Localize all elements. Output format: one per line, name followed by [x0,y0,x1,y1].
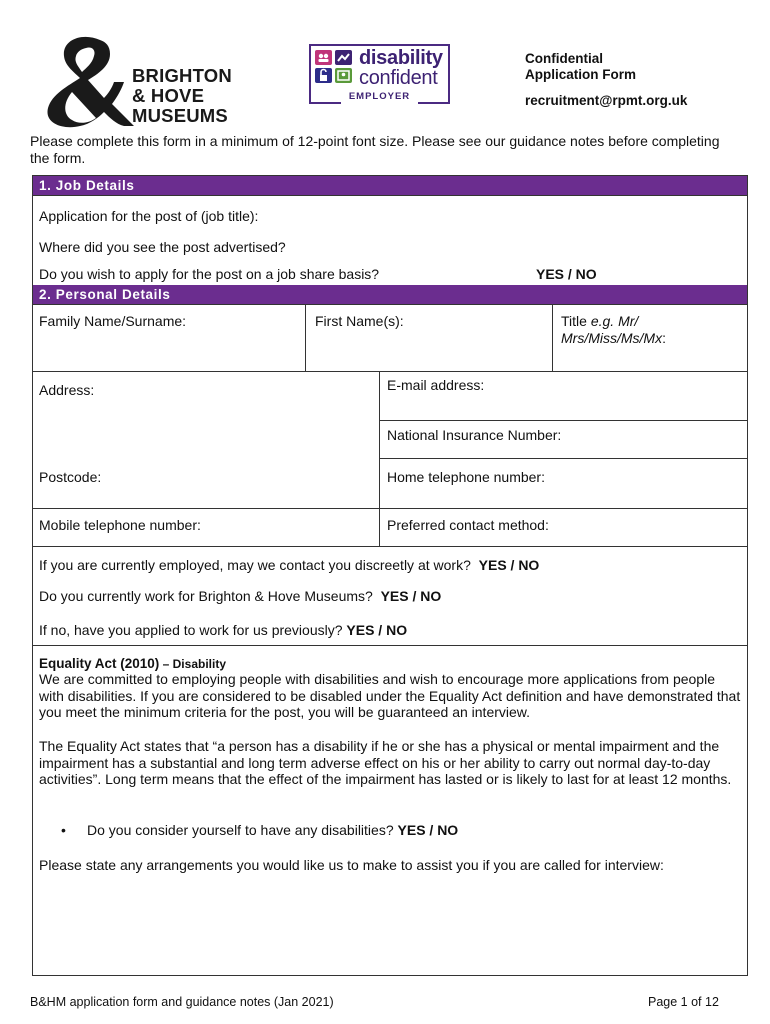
work-bhm-yes-no[interactable]: YES / NO [380,588,442,604]
title-examples-line1: e.g. Mr/ [590,313,639,329]
preferred-contact-field[interactable]: Preferred contact method: [387,517,549,533]
badge-line1: disability [359,47,443,69]
applied-question: If no, have you applied to work for us previously? YES / NO [39,622,408,638]
job-share-label: Do you wish to apply for the post on a job share basis? [39,266,380,282]
disability-question: Do you consider yourself to have any disabilities? YES / NO [87,822,459,838]
disability-confident-icons [315,50,355,86]
intro-instructions: Please complete this form in a minimum of 12-point font size. Please see our guidance notes before completing the form. [30,133,720,166]
ni-number-field[interactable]: National Insurance Number: [387,427,562,443]
employed-yes-no[interactable]: YES / NO [478,557,540,573]
equality-heading: Equality Act (2010) – Disability [39,656,226,671]
equality-paragraph-2: The Equality Act states that “a person has a disability if he or she has a physical or mental impairment and the impairment has a substantial and long term adverse effect on his or her ability to carry out normal day-to-day activities”. Long term means that the effect of the impairment has lasted or is likely to last for at least 12 months. [39,738,732,787]
work-bhm-question: Do you currently work for Brighton & Hove Museums? YES / NO [39,588,442,604]
recruitment-email: recruitment@rpmt.org.uk [525,93,688,108]
title-field[interactable] [561,313,638,330]
brighton-hove-museums-ampersand-logo [38,34,138,130]
equality-paragraph-1: We are committed to employing people with disabilities and wish to encourage more applications from people with disabilities. If you are considered to be disabled under the Equality Act definition and have demonstrated that you meet the minimum criteria for the post, you will be guaranteed an interview. [39,671,741,720]
badge-line3: EMPLOYER [344,91,415,102]
title-label: Title [561,313,587,329]
title-examples-line2: Mrs/Miss/Ms/Mx [561,330,663,346]
applied-yes-no[interactable]: YES / NO [346,622,408,638]
footer-left: B&HM application form and guidance notes (Jan 2021) [30,995,334,1009]
form-title-block [525,51,636,83]
email-address-field[interactable]: E-mail address: [387,377,485,393]
advertised-label[interactable]: Where did you see the post advertised? [39,239,286,255]
logo-line: MUSEUMS [132,105,228,126]
address-field[interactable]: Address: [39,382,95,398]
application-form-table [32,175,748,976]
postcode-field[interactable]: Postcode: [39,469,102,485]
arrangements-field[interactable]: Please state any arrangements you would like us to make to assist you if you are called for interview: [39,857,664,873]
mobile-phone-field[interactable]: Mobile telephone number: [39,517,201,533]
brighton-hove-museums-wordmark [132,66,232,126]
logo-line: BRIGHTON [132,65,232,86]
first-names-field[interactable]: First Name(s): [315,313,404,329]
logo-line: & HOVE [132,85,205,106]
family-name-field[interactable]: Family Name/Surname: [39,313,187,329]
disability-yes-no[interactable]: YES / NO [397,822,459,838]
job-title-label[interactable]: Application for the post of (job title): [39,208,259,224]
disability-confident-badge [309,44,450,104]
confidential-label: Confidential [525,51,603,66]
page-number: Page 1 of 12 [648,995,719,1009]
bullet-icon: • [61,822,66,838]
job-share-yes-no[interactable]: YES / NO [536,266,597,282]
title-field-cont: Mrs/Miss/Ms/Mx: [561,330,666,346]
badge-line2: confident [359,67,438,89]
section-job-details-header: 1. Job Details [33,176,747,196]
home-phone-field[interactable]: Home telephone number: [387,469,545,485]
application-form-label: Application Form [525,67,636,82]
section-personal-details-header: 2. Personal Details [33,285,747,305]
employed-question: If you are currently employed, may we contact you discreetly at work? YES / NO [39,557,540,573]
